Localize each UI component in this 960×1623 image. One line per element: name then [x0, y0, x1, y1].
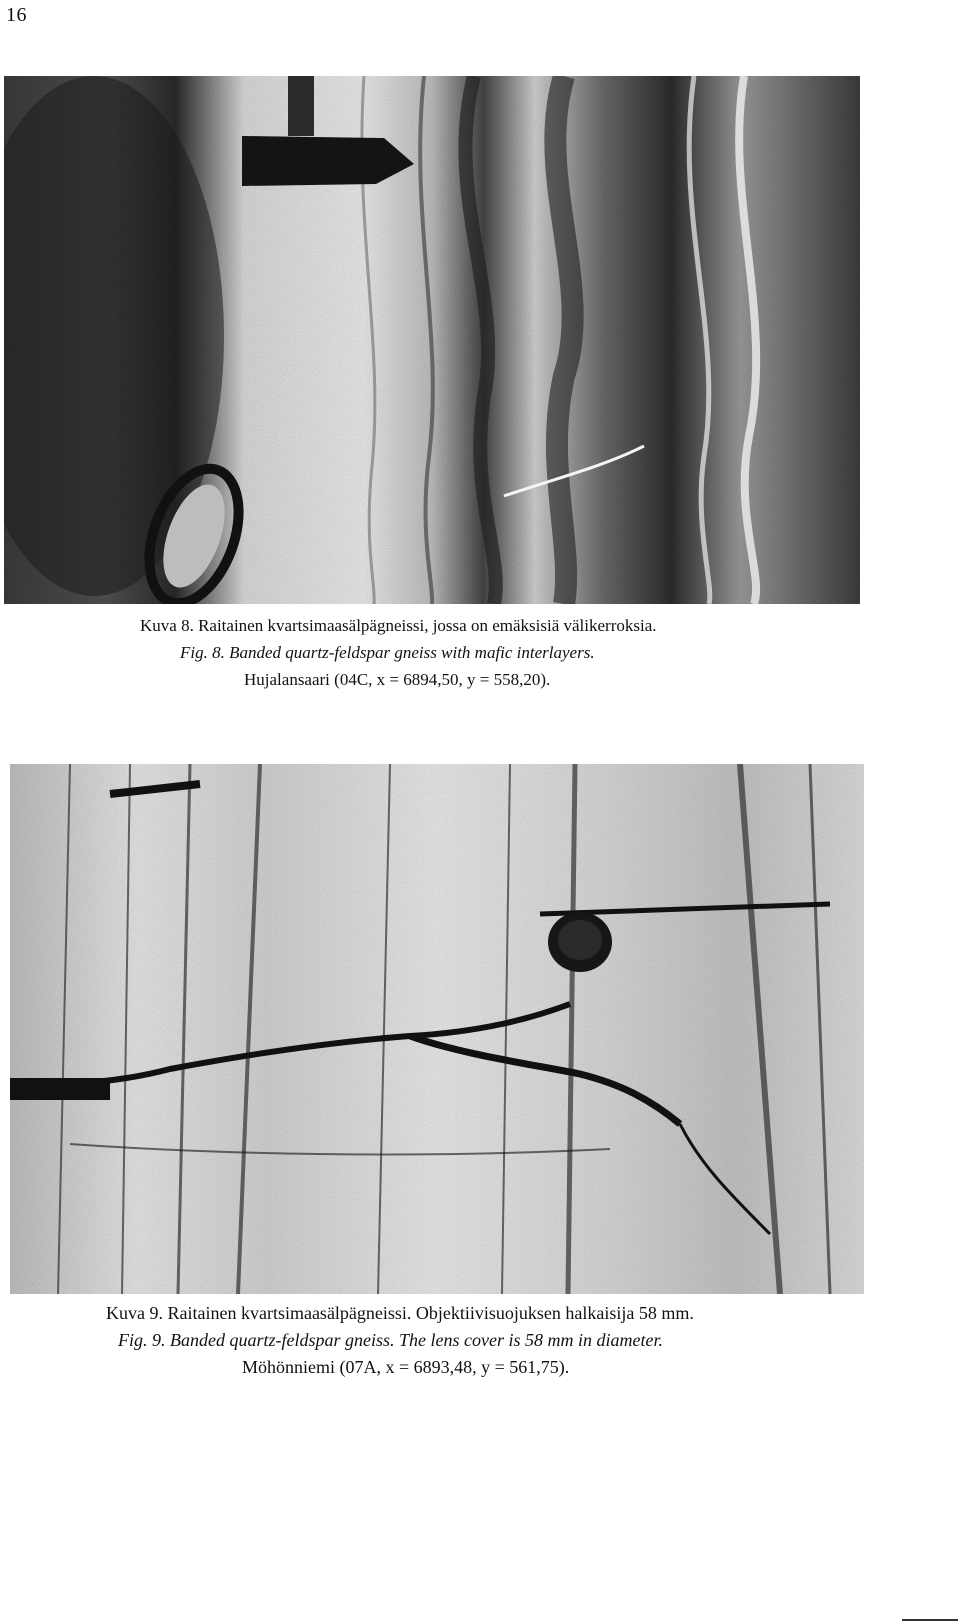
figure-9-photo [10, 764, 864, 1294]
banded-gneiss-lens-cover-image [10, 764, 864, 1294]
page-number: 16 [6, 4, 27, 26]
caption-english: Fig. 8. Banded quartz-feldspar gneiss with mafic interlayers. [180, 643, 595, 662]
caption-english: Fig. 9. Banded quartz-feldspar gneiss. The lens cover is 58 mm in diameter. [118, 1330, 663, 1350]
caption-location: Möhönniemi (07A, x = 6893,48, y = 561,75). [242, 1357, 570, 1377]
figure-9-caption [106, 1300, 866, 1381]
corner-rule [902, 1619, 958, 1621]
caption-finnish: Kuva 9. Raitainen kvartsimaasälpägneissi. Objektiivisuojuksen halkaisija 58 mm. [106, 1303, 694, 1323]
caption-location: Hujalansaari (04C, x = 6894,50, y = 558,20). [244, 670, 551, 689]
figure-8-caption [140, 612, 860, 693]
caption-finnish: Kuva 8. Raitainen kvartsimaasälpägneissi, jossa on emäksisiä välikerroksia. [140, 616, 657, 635]
figure-8-photo [4, 76, 860, 604]
banded-gneiss-hammer-image [4, 76, 860, 604]
